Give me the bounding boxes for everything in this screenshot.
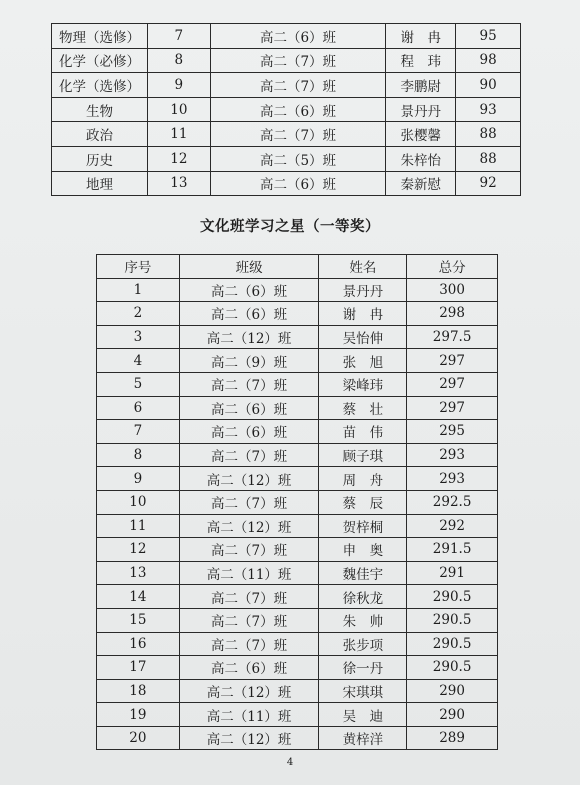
class-cell: 高二（7）班 [210, 48, 386, 73]
table-row [97, 561, 498, 585]
total-score-cell: 292.5 [407, 490, 498, 514]
total-score-cell: 297 [407, 372, 498, 396]
name-cell: 蔡 壮 [319, 396, 407, 420]
class-cell: 高二（7）班 [179, 632, 319, 656]
header-total-score: 总分 [407, 255, 498, 279]
name-cell: 景丹丹 [386, 97, 456, 122]
class-cell: 高二（7）班 [179, 608, 319, 632]
total-score-cell: 289 [407, 726, 498, 750]
table-row [52, 48, 521, 73]
name-cell: 吴 迪 [319, 703, 407, 727]
name-cell: 魏佳宇 [319, 561, 407, 585]
name-cell: 程 玮 [386, 48, 456, 73]
table-row [97, 443, 498, 467]
rank-cell: 14 [97, 585, 180, 609]
table-row [97, 726, 498, 750]
class-cell: 高二（12）班 [179, 467, 319, 491]
name-cell: 谢 冉 [386, 24, 456, 49]
table-row [97, 656, 498, 680]
class-cell: 高二（7）班 [179, 538, 319, 562]
total-score-cell: 295 [407, 420, 498, 444]
table-row [97, 632, 498, 656]
rank-cell: 18 [97, 679, 180, 703]
class-cell: 高二（7）班 [179, 585, 319, 609]
table-row [52, 24, 521, 49]
table-row [52, 97, 521, 122]
score-cell: 88 [456, 146, 521, 171]
name-cell: 吴怡伸 [319, 325, 407, 349]
name-cell: 景丹丹 [319, 278, 407, 302]
table-row [52, 122, 521, 147]
index-cell: 13 [147, 171, 210, 196]
score-cell: 88 [456, 122, 521, 147]
total-score-cell: 293 [407, 443, 498, 467]
rank-cell: 9 [97, 467, 180, 491]
total-score-cell: 290 [407, 679, 498, 703]
subject-cell: 化学（必修） [52, 48, 148, 73]
table-row [97, 585, 498, 609]
table-row [97, 608, 498, 632]
name-cell: 蔡 辰 [319, 490, 407, 514]
table-row [97, 538, 498, 562]
name-cell: 周 舟 [319, 467, 407, 491]
total-score-cell: 298 [407, 302, 498, 326]
name-cell: 申 奥 [319, 538, 407, 562]
class-cell: 高二（12）班 [179, 514, 319, 538]
class-cell: 高二（6）班 [210, 171, 386, 196]
table-row [52, 146, 521, 171]
total-score-cell: 297.5 [407, 325, 498, 349]
name-cell: 张樱馨 [386, 122, 456, 147]
rank-cell: 2 [97, 302, 180, 326]
name-cell: 朱 帅 [319, 608, 407, 632]
table-row [97, 467, 498, 491]
class-cell: 高二（7）班 [179, 443, 319, 467]
name-cell: 黄梓洋 [319, 726, 407, 750]
subject-cell: 生物 [52, 97, 148, 122]
index-cell: 12 [147, 146, 210, 171]
subject-cell: 政治 [52, 122, 148, 147]
name-cell: 梁峰玮 [319, 372, 407, 396]
table-row [97, 679, 498, 703]
rank-cell: 19 [97, 703, 180, 727]
rank-cell: 13 [97, 561, 180, 585]
table-row [97, 325, 498, 349]
name-cell: 贺梓桐 [319, 514, 407, 538]
score-cell: 98 [456, 48, 521, 73]
class-cell: 高二（7）班 [210, 73, 386, 98]
class-cell: 高二（11）班 [179, 561, 319, 585]
index-cell: 10 [147, 97, 210, 122]
total-score-cell: 297 [407, 349, 498, 373]
subject-cell: 地理 [52, 171, 148, 196]
rank-cell: 12 [97, 538, 180, 562]
academic-star-table [96, 254, 498, 750]
class-cell: 高二（12）班 [179, 679, 319, 703]
class-cell: 高二（5）班 [210, 146, 386, 171]
header-name: 姓名 [319, 255, 407, 279]
rank-cell: 11 [97, 514, 180, 538]
index-cell: 11 [147, 122, 210, 147]
name-cell: 徐一丹 [319, 656, 407, 680]
table-row [97, 490, 498, 514]
table-row [52, 73, 521, 98]
table-row [97, 372, 498, 396]
table-row [97, 278, 498, 302]
table-row [97, 420, 498, 444]
subject-cell: 化学（选修） [52, 73, 148, 98]
name-cell: 苗 伟 [319, 420, 407, 444]
total-score-cell: 290.5 [407, 656, 498, 680]
rank-cell: 5 [97, 372, 180, 396]
name-cell: 徐秋龙 [319, 585, 407, 609]
total-score-cell: 291.5 [407, 538, 498, 562]
name-cell: 张 旭 [319, 349, 407, 373]
table-row [52, 171, 521, 196]
class-cell: 高二（6）班 [179, 420, 319, 444]
total-score-cell: 293 [407, 467, 498, 491]
rank-cell: 17 [97, 656, 180, 680]
index-cell: 8 [147, 48, 210, 73]
section-title: 文化班学习之星（一等奖） [200, 218, 380, 235]
class-cell: 高二（7）班 [210, 122, 386, 147]
total-score-cell: 290.5 [407, 585, 498, 609]
rank-cell: 6 [97, 396, 180, 420]
total-score-cell: 290 [407, 703, 498, 727]
table-header-row [97, 255, 498, 279]
total-score-cell: 290.5 [407, 608, 498, 632]
rank-cell: 8 [97, 443, 180, 467]
subject-star-table [51, 23, 521, 196]
table-row [97, 349, 498, 373]
rank-cell: 7 [97, 420, 180, 444]
page-number: 4 [286, 757, 294, 768]
name-cell: 张步项 [319, 632, 407, 656]
header-class: 班级 [179, 255, 319, 279]
class-cell: 高二（12）班 [179, 726, 319, 750]
class-cell: 高二（6）班 [210, 24, 386, 49]
score-cell: 95 [456, 24, 521, 49]
subject-cell: 物理（选修） [52, 24, 148, 49]
rank-cell: 15 [97, 608, 180, 632]
class-cell: 高二（7）班 [179, 372, 319, 396]
class-cell: 高二（7）班 [179, 490, 319, 514]
total-score-cell: 290.5 [407, 632, 498, 656]
name-cell: 秦新慰 [386, 171, 456, 196]
name-cell: 宋琪琪 [319, 679, 407, 703]
rank-cell: 16 [97, 632, 180, 656]
table-row [97, 396, 498, 420]
total-score-cell: 297 [407, 396, 498, 420]
rank-cell: 20 [97, 726, 180, 750]
score-cell: 93 [456, 97, 521, 122]
class-cell: 高二（6）班 [179, 302, 319, 326]
index-cell: 7 [147, 24, 210, 49]
class-cell: 高二（6）班 [179, 396, 319, 420]
rank-cell: 4 [97, 349, 180, 373]
total-score-cell: 300 [407, 278, 498, 302]
rank-cell: 1 [97, 278, 180, 302]
index-cell: 9 [147, 73, 210, 98]
score-cell: 92 [456, 171, 521, 196]
table-row [97, 703, 498, 727]
total-score-cell: 291 [407, 561, 498, 585]
table-row [97, 514, 498, 538]
class-cell: 高二（11）班 [179, 703, 319, 727]
class-cell: 高二（9）班 [179, 349, 319, 373]
rank-cell: 3 [97, 325, 180, 349]
class-cell: 高二（6）班 [179, 278, 319, 302]
name-cell: 李鹏尉 [386, 73, 456, 98]
name-cell: 顾子琪 [319, 443, 407, 467]
total-score-cell: 292 [407, 514, 498, 538]
class-cell: 高二（12）班 [179, 325, 319, 349]
score-cell: 90 [456, 73, 521, 98]
header-rank: 序号 [97, 255, 180, 279]
rank-cell: 10 [97, 490, 180, 514]
name-cell: 谢 冉 [319, 302, 407, 326]
subject-cell: 历史 [52, 146, 148, 171]
name-cell: 朱梓怡 [386, 146, 456, 171]
table-row [97, 302, 498, 326]
class-cell: 高二（6）班 [179, 656, 319, 680]
class-cell: 高二（6）班 [210, 97, 386, 122]
